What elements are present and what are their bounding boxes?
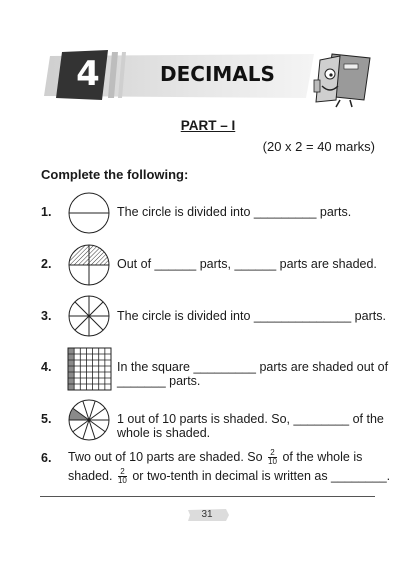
fraction-denominator: 10 <box>117 476 127 485</box>
question-number: 3. <box>41 309 52 323</box>
grid-square-figure <box>67 347 112 391</box>
circle-tenths-shaded-figure <box>66 398 112 442</box>
part-title: PART – I <box>180 118 236 133</box>
circle-quarters-shaded-figure <box>66 243 112 287</box>
fraction-denominator: 10 <box>268 457 277 466</box>
question-text-part: or two-tenth in decimal is written as ________. <box>132 468 391 483</box>
question-number: 1. <box>41 205 52 219</box>
fraction-numerator: 2 <box>268 449 277 458</box>
chapter-title: DECIMALS <box>160 62 275 86</box>
question-text-part: Two out of 10 parts are shaded. So <box>68 449 263 464</box>
question-number: 5. <box>41 412 52 426</box>
fraction <box>268 449 277 466</box>
question-text-line2: _______ parts. <box>117 374 201 388</box>
circle-halves-figure <box>66 192 112 234</box>
question-text: The circle is divided into _________ parts. <box>117 205 352 219</box>
circle-eighths-figure <box>66 294 112 338</box>
question-text-line1 <box>68 449 362 466</box>
page-number: 31 <box>201 509 213 520</box>
question-text-part: of the whole is <box>282 449 363 464</box>
question-number: 6. <box>41 451 52 465</box>
question-text-line1: In the square _________ parts are shaded out of <box>117 360 389 374</box>
question-text-part: shaded. <box>68 468 113 483</box>
instruction: Complete the following: <box>41 167 189 182</box>
question-text-line2: whole is shaded. <box>117 426 211 440</box>
book-mascot-icon <box>310 50 376 108</box>
question-text-line1: 1 out of 10 parts is shaded. So, ________ of the <box>117 412 384 426</box>
question-number: 2. <box>41 257 52 271</box>
fraction-numerator: 2 <box>118 468 127 477</box>
question-text-line2 <box>68 468 390 485</box>
fraction <box>118 468 127 485</box>
marks-allocation: (20 x 2 = 40 marks) <box>262 139 375 154</box>
question-text: Out of ______ parts, ______ parts are shaded. <box>117 257 377 271</box>
question-text: The circle is divided into ______________ parts. <box>117 309 386 323</box>
footer-rule <box>40 496 375 497</box>
chapter-number: 4 <box>76 54 100 94</box>
question-number: 4. <box>41 360 52 374</box>
